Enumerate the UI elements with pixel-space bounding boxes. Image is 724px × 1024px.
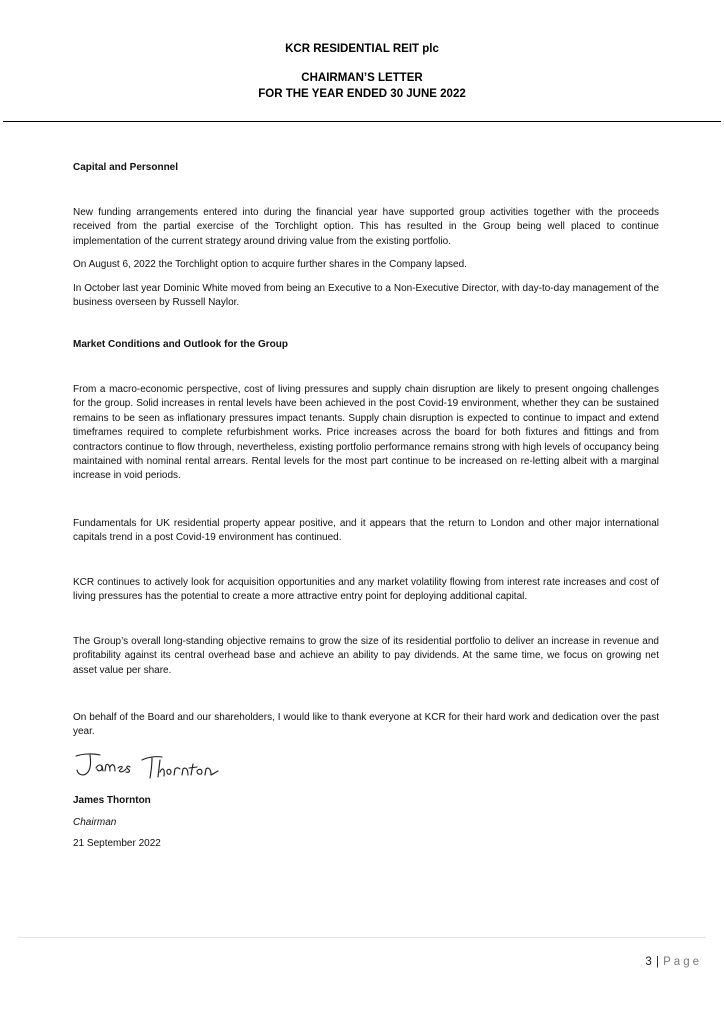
paragraph: Fundamentals for UK residential property appear positive, and it appears that the return to London and other major international capitals trend in a post Covid-19 environment has continued.: [73, 518, 659, 544]
letter-title: CHAIRMAN’S LETTER: [301, 72, 423, 84]
company-name: KCR RESIDENTIAL REIT plc: [285, 43, 439, 55]
signer-role: Chairman: [73, 817, 117, 828]
page-separator: |: [655, 956, 660, 968]
signature-date: 21 September 2022: [73, 838, 161, 849]
paragraph: New funding arrangements entered into during the financial year have supported group activities together with the proceeds received from the partial exercise of the Torchlight option. This has resulted in the Group being well placed to continue implementation of the current strategy around driving value from the existing portfolio.: [73, 207, 659, 247]
section-heading-market: Market Conditions and Outlook for the Group: [73, 339, 288, 350]
header-divider: [3, 121, 721, 122]
paragraph: From a macro-economic perspective, cost of living pressures and supply chain disruption are likely to present ongoing challenges for the group. Solid increases in rental levels have been achieved in the post Covid-19 environment, whether they can be sustained remains to be seen as inflationary pressures impact tenants. Supply chain disruption is expected to continue to impact and extend timeframes required to complete refurbishment works. Price increases across the board for both fixtures and fittings and from contractors continue to flow through, nevertheless, existing portfolio performance remains strong with high levels of occupancy being maintained with nominal rental arrears. Rental levels for the most part continue to be increased on re-letting albeit with a marginal increase in void periods.: [73, 384, 659, 482]
page-number: 3: [645, 956, 653, 968]
page-footer: [645, 956, 702, 968]
paragraph: In October last year Dominic White moved from being an Executive to a Non-Executive Director, with day-to-day management of the business overseen by Russell Naylor.: [73, 283, 659, 309]
paragraph: On behalf of the Board and our shareholders, I would like to thank everyone at KCR for their hard work and dedication over the past year.: [73, 712, 659, 738]
section-heading-capital: Capital and Personnel: [73, 162, 179, 173]
signer-name: James Thornton: [73, 795, 151, 806]
paragraph: The Group’s overall long-standing objective remains to grow the size of its residential portfolio to deliver an increase in revenue and profitability against its central overhead base and achieve an ability to pay dividends. At the same time, we focus on growing net asset value per share.: [73, 636, 659, 676]
paragraph: KCR continues to actively look for acquisition opportunities and any market volatility flowing from interest rate increases and cost of living pressures has the potential to create a more attractive entry point for deploying additional capital.: [73, 577, 659, 603]
footer-divider: [18, 937, 706, 938]
page-label: Page: [663, 956, 702, 968]
paragraph: On August 6, 2022 the Torchlight option to acquire further shares in the Company lapsed.: [73, 259, 467, 270]
handwritten-signature: [72, 750, 222, 784]
letter-period: FOR THE YEAR ENDED 30 JUNE 2022: [258, 88, 466, 100]
